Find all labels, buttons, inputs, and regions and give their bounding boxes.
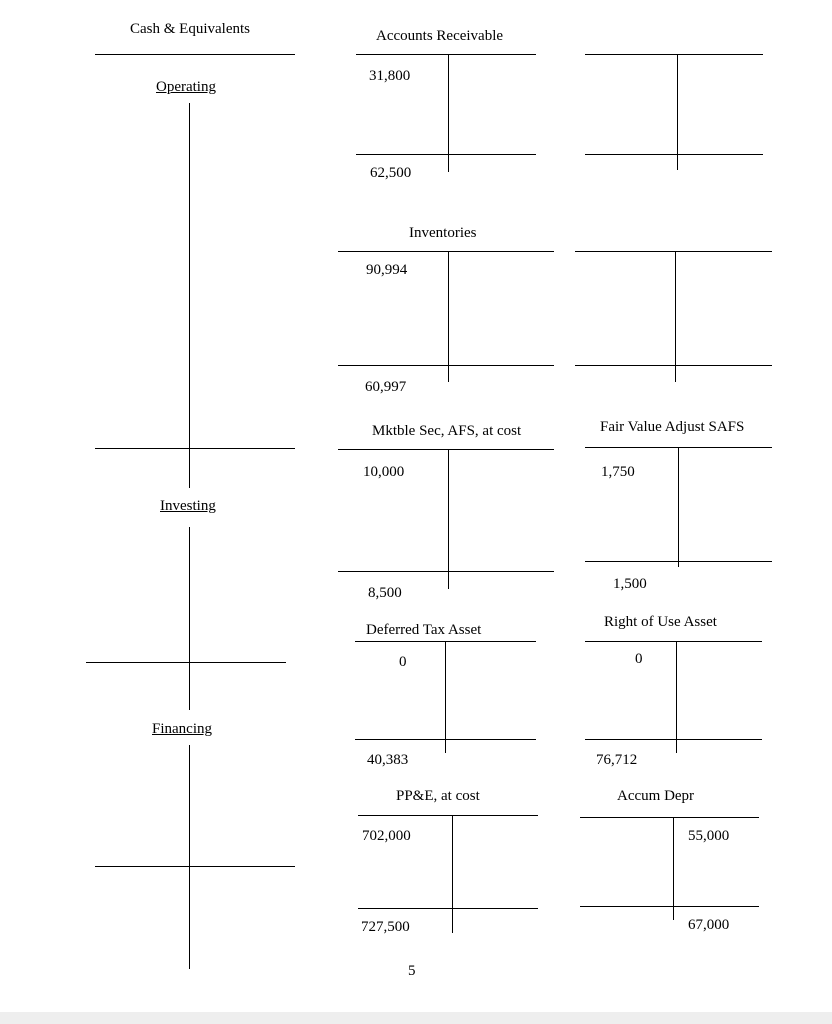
cash-top-rule	[95, 54, 295, 55]
ppe-bottom-rule	[358, 908, 538, 909]
deferred-tax-asset-ending-balance: 40,383	[367, 752, 409, 768]
blank-t1-bottom-rule	[585, 154, 763, 155]
right-of-use-asset-bottom-rule	[585, 739, 762, 740]
blank-t1-top-rule	[585, 54, 763, 55]
accum-depr-title: Accum Depr	[617, 788, 695, 804]
accum-depr-t-vertical	[673, 817, 674, 920]
inventories-title: Inventories	[409, 225, 477, 241]
ppe-ending-balance: 727,500	[361, 919, 410, 935]
deferred-tax-asset-beginning-balance: 0	[399, 654, 407, 670]
ppe-title: PP&E, at cost	[396, 788, 480, 804]
ar-bottom-rule	[356, 154, 536, 155]
ar-ending-balance: 62,500	[370, 165, 412, 181]
inventories-ending-balance: 60,997	[365, 379, 407, 395]
fair-value-adjust-t-vertical	[678, 447, 679, 567]
inventories-bottom-rule	[338, 365, 554, 366]
right-of-use-asset-top-rule	[585, 641, 762, 642]
mktble-sec-beginning-balance: 10,000	[363, 464, 405, 480]
blank-t2-top-rule	[575, 251, 772, 252]
mktble-sec-title: Mktble Sec, AFS, at cost	[372, 423, 522, 439]
cash-title: Cash & Equivalents	[130, 21, 250, 37]
deferred-tax-asset-bottom-rule	[355, 739, 536, 740]
blank-t1-vertical	[677, 54, 678, 170]
investing-label: Investing	[160, 498, 216, 514]
fair-value-adjust-beginning-balance: 1,750	[601, 464, 635, 480]
ar-top-rule	[356, 54, 536, 55]
ppe-t-vertical	[452, 815, 453, 933]
fair-value-adjust-bottom-rule	[585, 561, 772, 562]
mktble-sec-bottom-rule	[338, 571, 554, 572]
mktble-sec-t-vertical	[448, 449, 449, 589]
blank-t2-vertical	[675, 251, 676, 382]
blank-t2-bottom-rule	[575, 365, 772, 366]
operating-t-horizontal	[95, 448, 295, 449]
investing-t-horizontal	[86, 662, 286, 663]
financing-t-vertical	[189, 745, 190, 969]
accum-depr-ending-balance: 67,000	[688, 917, 730, 933]
deferred-tax-asset-title: Deferred Tax Asset	[366, 622, 482, 638]
right-of-use-asset-t-vertical	[676, 641, 677, 753]
inventories-top-rule	[338, 251, 554, 252]
financing-label: Financing	[152, 721, 212, 737]
mktble-sec-ending-balance: 8,500	[368, 585, 402, 601]
operating-label: Operating	[156, 79, 216, 95]
deferred-tax-asset-t-vertical	[445, 641, 446, 753]
ppe-beginning-balance: 702,000	[362, 828, 411, 844]
inventories-beginning-balance: 90,994	[366, 262, 408, 278]
fair-value-adjust-title: Fair Value Adjust SAFS	[600, 419, 745, 435]
right-of-use-asset-title: Right of Use Asset	[604, 614, 717, 630]
bottom-edge-strip	[0, 1012, 832, 1024]
inventories-t-vertical	[448, 251, 449, 382]
accum-depr-top-rule	[580, 817, 759, 818]
ppe-top-rule	[358, 815, 538, 816]
investing-t-vertical	[189, 527, 190, 710]
mktble-sec-top-rule	[338, 449, 554, 450]
accum-depr-bottom-rule	[580, 906, 759, 907]
page-number: 5	[408, 963, 416, 979]
operating-t-vertical	[189, 103, 190, 488]
financing-t-horizontal	[95, 866, 295, 867]
ar-beginning-balance: 31,800	[369, 68, 411, 84]
right-of-use-asset-beginning-balance: 0	[635, 651, 643, 667]
fair-value-adjust-ending-balance: 1,500	[613, 576, 647, 592]
accum-depr-beginning-balance: 55,000	[688, 828, 730, 844]
ar-title: Accounts Receivable	[376, 28, 504, 44]
right-of-use-asset-ending-balance: 76,712	[596, 752, 638, 768]
